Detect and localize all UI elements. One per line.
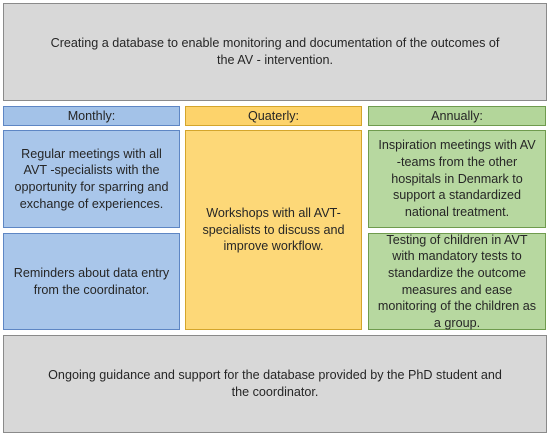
monthly-header [3,106,180,126]
annually-header-label: Annually: [431,108,483,123]
top-goal-text: Creating a database to enable monitoring and documentation of the outcomes of the AV - intervention. [50,36,500,67]
monthly-item-2 [3,233,180,330]
quarterly-item-1 [185,130,362,330]
quarterly-header [185,106,362,126]
bottom-support-text: Ongoing guidance and support for the database provided by the PhD student and the coordinator. [48,368,502,399]
annually-item-1-text: Inspiration meetings with AV -teams from the other hospitals in Denmark to support a standardized national treatment. [378,138,536,219]
quarterly-header-label: Quaterly: [247,108,300,123]
monthly-item-1-text: Regular meetings with all AVT -specialists with the opportunity for sparring and exchange of experiences. [14,146,169,211]
annually-item-2 [368,233,546,330]
monthly-item-2-text: Reminders about data entry from the coordinator. [13,265,170,297]
monthly-item-1 [3,130,180,228]
quarterly-item-1-text: Workshops with all AVT-specialists to discuss and improve workflow. [202,206,345,254]
bottom-support-box [3,335,547,433]
annually-item-1 [368,130,546,228]
annually-header [368,106,546,126]
monthly-header-label: Monthly: [67,108,116,123]
annually-item-2-text: Testing of children in AVT with mandatory tests to standardize the outcome measures and ease monitoring of the children as a group. [377,232,537,330]
top-goal-box [3,3,547,101]
